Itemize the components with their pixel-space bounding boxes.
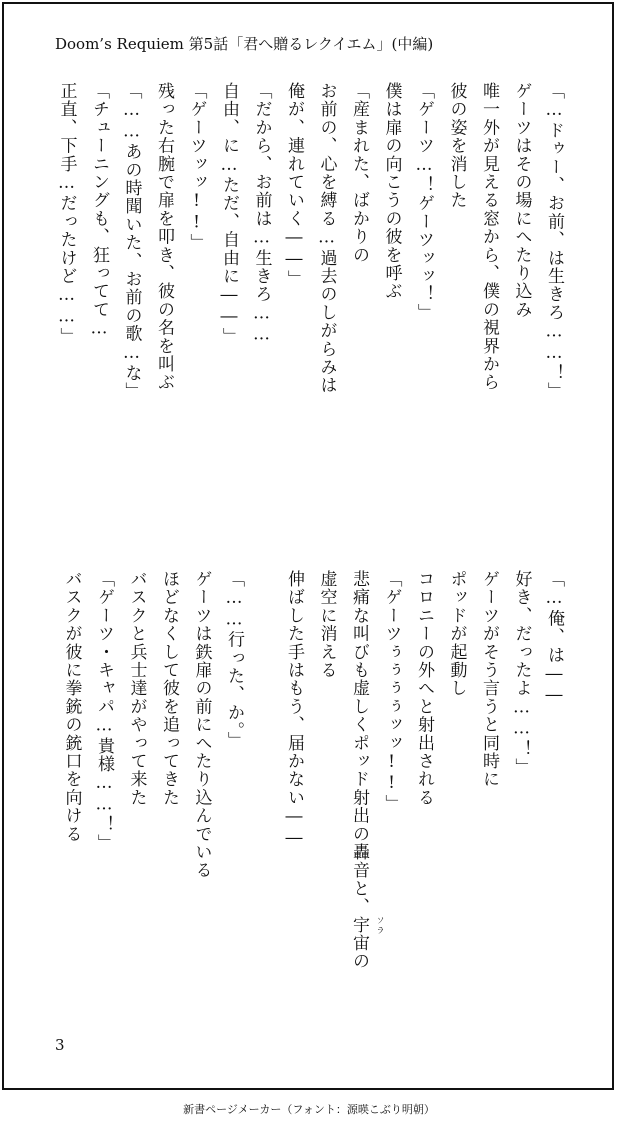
page-header: Doom’s Requiem 第5話「君へ贈るレクイエム」(中編) [55,35,434,53]
text-line: 「……あの時聞いた、お前の歌…な」 [121,82,142,401]
text-line: 自由、に…ただ、自由に――」 [219,82,239,346]
footer-credit: 新書ページメーカー（フォント：源暎こぶり明朝） [183,1103,435,1116]
text-line: ゲーツがそう言うと同時に [479,570,499,789]
text-line: 僕は扉の向こうの彼を呼ぶ [381,82,402,301]
page-number: 3 [55,1036,65,1054]
text-line: お前の、心を縛る…過去のしがらみは [316,82,337,395]
text-line: 「だから、お前は…生きろ…… [251,82,272,346]
text-line: 「産まれた、ばかりの [349,82,369,264]
text-line: ポッドが起動し [446,570,467,698]
text-line: ゲーツは鉄扉の前にへたり込んでいる [191,570,212,880]
text-line: 残った右腕で扉を叩き、彼の名を叫ぶ [154,82,174,392]
text-line: 唯一外が見える窓から、僕の視界から [479,82,499,392]
text-line-with-ruby [343,570,385,971]
text-line: 「…ドゥー、お前、は生きろ……！」 [544,82,564,401]
ruby-suffix: の [349,952,369,971]
text-line: 「……行った、か。」 [224,570,244,750]
bottom-text-block [55,570,570,970]
text-line: 虚空に消える [316,570,337,680]
text-line: 「ゲーツ・キャパ…貴様……！」 [94,570,114,852]
text-line: 「チューニングも、狂ってて… [89,82,109,340]
text-line: 「ゲーツぅぅぅぅッッ!!」 [381,570,402,813]
text-line: バスクが彼に拳銃の銃口を向ける [61,570,82,843]
ruby-reading: ソラ [376,915,385,936]
text-line: ゲーツはその場にへたり込み [511,82,532,319]
text-line: ほどなくして彼を追ってきた [159,570,179,807]
text-line: 俺が、連れていく――」 [284,82,304,289]
text-line: 彼の姿を消した [446,82,467,210]
ruby-word [343,915,385,953]
text-line: 「…俺、は―― [544,570,564,707]
ruby-base: 宇宙 [349,915,369,953]
text-line: 「ゲーツッッ!!」 [186,82,207,252]
text-line: 正直、下手…だったけど……」 [56,82,77,346]
top-text-block [55,82,570,400]
text-line-main: 悲痛な叫びも虚しくポッド射出の轟音と、 [349,570,369,916]
text-line: 「ゲーツ…！ゲーツッッ！」 [414,82,434,322]
text-line: バスクと兵士達がやって来た [126,570,147,807]
text-line: 好き、だったよ……！」 [511,570,532,777]
text-line: 伸ばした手はもう、届かない―― [284,570,304,849]
text-line: コロニーの外へと射出される [414,570,434,807]
